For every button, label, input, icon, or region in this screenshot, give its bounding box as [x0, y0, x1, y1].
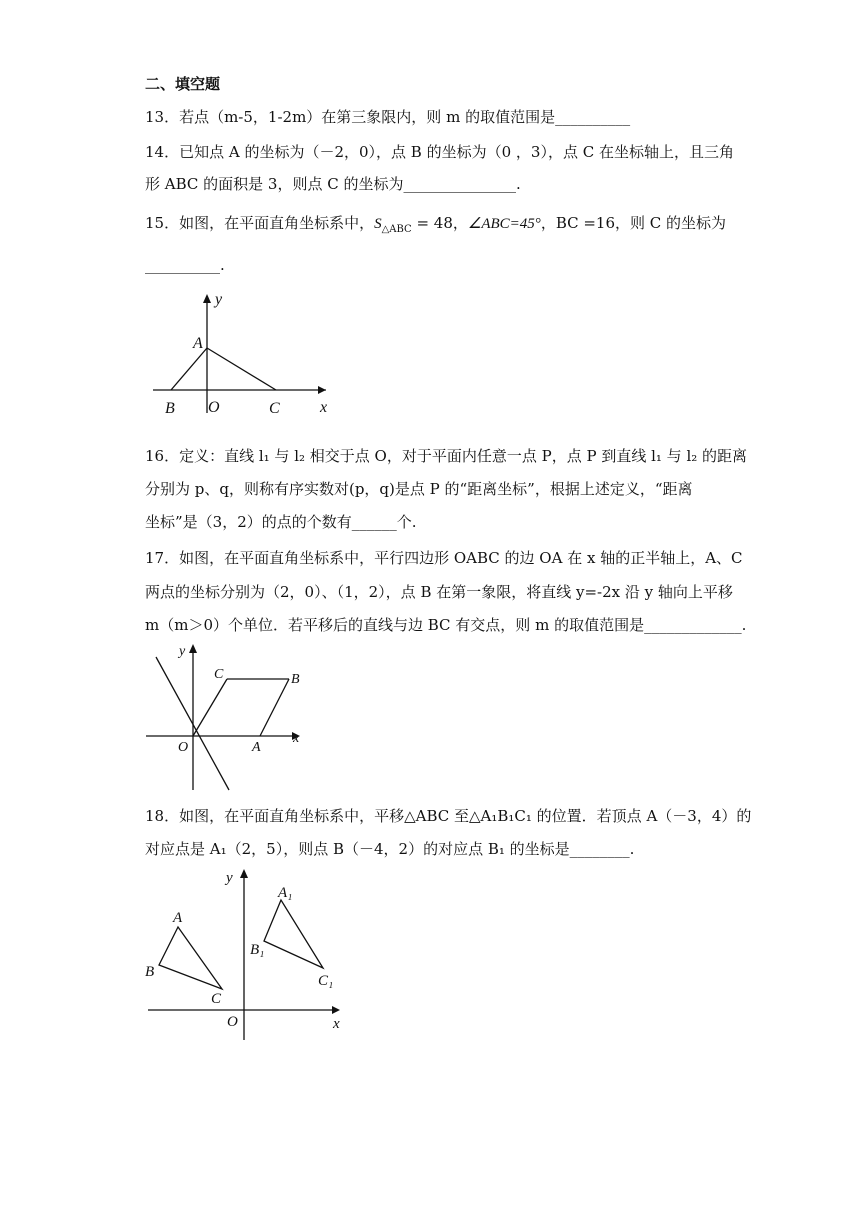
section-title: 二、填空题 — [145, 75, 221, 93]
question-15-line2: __________. — [145, 256, 225, 274]
q15-area-subscript: △ABC — [381, 224, 412, 235]
q15-segment-ab — [171, 348, 207, 390]
question-16-line1: 16．定义：直线 l₁ 与 l₂ 相交于点 O，对于平面内任意一点 P，点 P 到直线 l₁ 与 l₂ 的距离 — [145, 447, 748, 465]
q17-label-x: x — [293, 731, 300, 746]
q17-label-c: C — [214, 667, 224, 682]
q18-label-a1: A₁ — [278, 885, 293, 901]
question-14-line2: 形 ABC 的面积是 3，则点 C 的坐标为_______________. — [145, 175, 521, 193]
q17-side-ba — [260, 679, 289, 736]
q17-y-arrow — [189, 644, 197, 653]
q15-label-x: x — [320, 399, 328, 416]
q15-x-arrow — [318, 386, 326, 394]
q15-segment-ac — [207, 348, 276, 390]
question-15-line1 — [145, 213, 726, 240]
q15-y-arrow — [203, 294, 211, 303]
q15-bc: ，BC =16，则 C 的坐标为 — [540, 214, 727, 232]
q18-x-arrow — [332, 1006, 340, 1014]
q15-angle: ∠ABC=45° — [467, 216, 541, 232]
q18-label-b1: B₁ — [250, 942, 265, 958]
q18-label-a: A — [173, 910, 183, 926]
q17-side-oc — [193, 679, 227, 736]
q18-label-b: B — [145, 964, 155, 980]
question-13: 13．若点（m-5，1-2m）在第三象限内，则 m 的取值范围是__________ — [145, 108, 631, 126]
question-17-line3: m（m＞0）个单位．若平移后的直线与边 BC 有交点，则 m 的取值范围是_____________. — [145, 616, 747, 634]
q17-label-o: O — [178, 740, 189, 755]
q18-label-o: O — [227, 1014, 238, 1030]
q17-label-a: A — [252, 740, 261, 755]
q15-intro: 15．如图，在平面直角坐标系中， — [145, 214, 375, 232]
q17-figure — [143, 638, 313, 793]
q18-label-c: C — [211, 991, 222, 1007]
question-18-line2: 对应点是 A₁（2，5），则点 B（－4，2）的对应点 B₁ 的坐标是________. — [145, 840, 635, 858]
q18-label-c1: C₁ — [318, 973, 334, 989]
q18-figure — [140, 864, 355, 1044]
question-17-line2: 两点的坐标分别为（2，0）、（1，2），点 B 在第一象限，将直线 y=-2x 沿 y 轴向上平移 — [145, 583, 733, 601]
q15-figure — [148, 288, 348, 423]
q17-label-y: y — [179, 644, 186, 659]
q18-triangle-a1b1c1 — [264, 900, 323, 968]
q17-label-b: B — [291, 672, 300, 687]
q15-area-symbol: S — [374, 216, 382, 232]
question-16-line2: 分别为 p、q，则称有序实数对(p，q)是点 P 的“距离坐标”，根据上述定义，“距离 — [145, 480, 693, 498]
q15-label-c: C — [269, 400, 280, 417]
q18-y-arrow — [240, 869, 248, 878]
q18-triangle-abc — [159, 927, 222, 989]
q18-label-x: x — [333, 1016, 340, 1032]
q18-label-y: y — [226, 870, 233, 886]
question-14-line1: 14．已知点 A 的坐标为（－2，0），点 B 的坐标为（0 ，3），点 C 在坐标轴上，且三角 — [145, 143, 734, 161]
q15-label-o: O — [208, 399, 220, 416]
q15-label-b: B — [165, 400, 175, 417]
q15-area-value: = 48， — [411, 214, 468, 232]
question-17-line1: 17．如图，在平面直角坐标系中，平行四边形 OABC 的边 OA 在 x 轴的正半轴上，A、C — [145, 549, 743, 567]
question-16-line3: 坐标”是（3，2）的点的个数有______个. — [145, 513, 417, 531]
q15-label-y: y — [215, 291, 223, 308]
q15-label-a: A — [193, 335, 203, 352]
question-18-line1: 18．如图，在平面直角坐标系中，平移△ABC 至△A₁B₁C₁ 的位置．若顶点 A（－3，4）的 — [145, 807, 752, 825]
